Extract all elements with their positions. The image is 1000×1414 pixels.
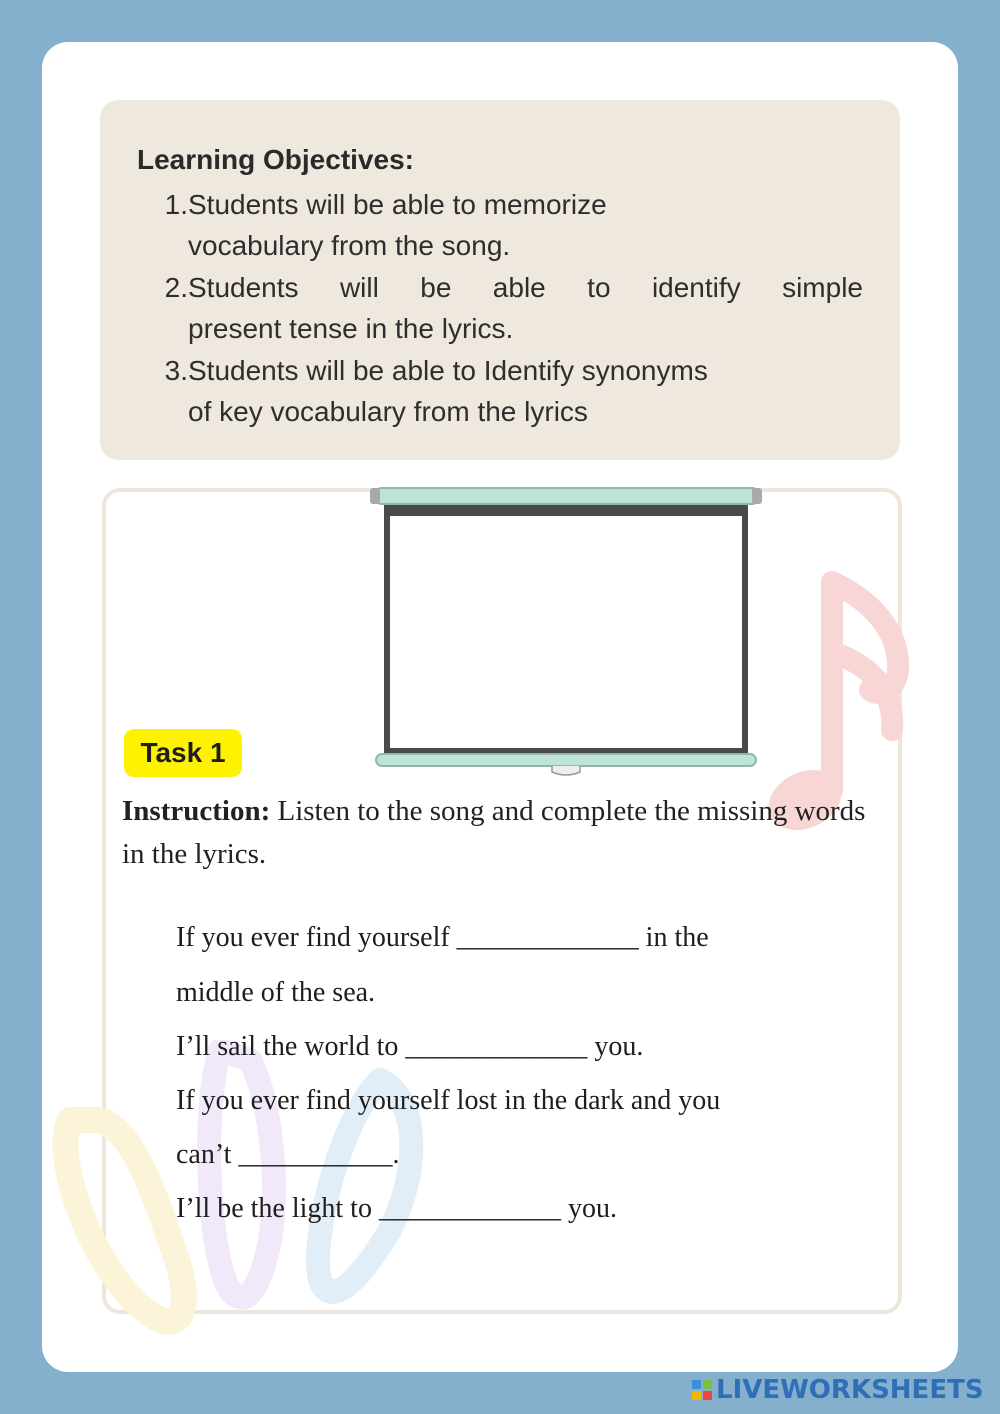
instruction-body: Listen to the song and complete the missing words in the lyrics. bbox=[122, 795, 866, 870]
objective-number: 2. bbox=[164, 272, 188, 303]
lyric-line-2: middle of the sea. bbox=[176, 977, 376, 1008]
instruction-text bbox=[122, 790, 892, 876]
lyric-line-1: If you ever find yourself _____________ in the bbox=[176, 922, 709, 953]
objective-text-line-2: present tense in the lyrics. bbox=[188, 313, 514, 344]
objective-text-line-2: of key vocabulary from the lyrics bbox=[188, 396, 588, 427]
liveworksheets-logo[interactable] bbox=[692, 1374, 984, 1406]
objective-text-line-1: Students will be able to Identify synonyms bbox=[188, 355, 708, 386]
logo-text: LIVEWORKSHEETS bbox=[716, 1375, 984, 1405]
lyric-line-4: If you ever find yourself lost in the dark and you bbox=[176, 1085, 721, 1116]
objectives-title: Learning Objectives: bbox=[137, 144, 414, 175]
objective-text-line-1: Students will be able to identify simple bbox=[188, 272, 863, 303]
learning-objectives-panel bbox=[100, 100, 900, 460]
objective-number: 3. bbox=[164, 355, 188, 386]
logo-blocks-icon bbox=[692, 1380, 712, 1400]
objective-text-line-2: vocabulary from the song. bbox=[188, 230, 511, 261]
lyric-line-6: I’ll be the light to _____________ you. bbox=[176, 1193, 617, 1224]
instruction-label: Instruction: bbox=[122, 795, 271, 827]
lyric-line-5: can’t ___________. bbox=[176, 1139, 400, 1170]
objective-number: 1. bbox=[164, 189, 188, 220]
projector-screen-image bbox=[368, 484, 764, 778]
objective-text-line-1: Students will be able to memorize bbox=[188, 189, 607, 220]
lyric-line-3: I’ll sail the world to _____________ you. bbox=[176, 1031, 644, 1062]
task-badge: Task 1 bbox=[124, 729, 242, 777]
